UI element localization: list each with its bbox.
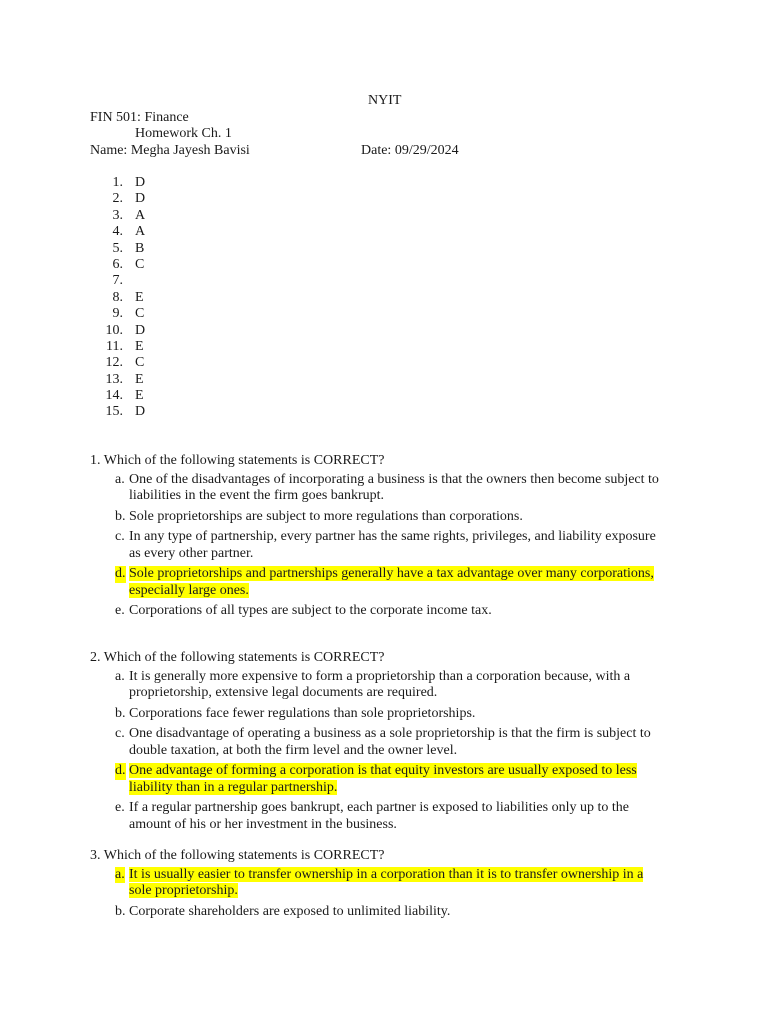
option-letter: d. — [115, 566, 126, 581]
answer-number: 11. — [106, 338, 123, 354]
option-letter: d. — [115, 763, 126, 778]
question-option — [90, 904, 659, 921]
student-name: Name: Megha Jayesh Bavisi — [90, 143, 250, 158]
answer-number: 12. — [105, 355, 123, 371]
answer-value: E — [135, 371, 144, 387]
question-option — [90, 603, 659, 620]
option-letter: e. — [115, 800, 125, 815]
answer-key-item — [100, 224, 160, 240]
answer-number: 4. — [112, 224, 123, 240]
answer-number: 1. — [112, 175, 123, 190]
option-text: Corporations face fewer regulations than sole proprietorships. — [129, 705, 476, 721]
option-text: Sole proprietorships and partnerships generally have a tax advantage over many corporations, especially large ones. — [129, 566, 654, 598]
answer-number: 13. — [105, 371, 123, 387]
question-2 — [90, 650, 670, 837]
question-option — [90, 472, 659, 505]
question-1 — [90, 453, 670, 624]
answer-number: 2. — [112, 191, 123, 207]
option-text: One of the disadvantages of incorporating a business is that the owners then become subject to liabilities in the event the firm goes bankrupt. — [129, 471, 659, 503]
answer-key-item — [100, 257, 160, 273]
school-name: NYIT — [368, 93, 402, 108]
answer-key-item — [100, 191, 160, 207]
answer-key-item — [100, 306, 160, 322]
answer-number: 10. — [105, 322, 123, 338]
option-letter: a. — [115, 471, 125, 487]
answer-value: C — [135, 256, 145, 272]
answer-key-item — [100, 323, 160, 339]
question-option — [90, 706, 659, 723]
submission-date: Date: 09/29/2024 — [361, 143, 459, 158]
answer-number: 5. — [112, 240, 123, 256]
answer-key-item — [100, 208, 160, 224]
homework-title: Homework Ch. 1 — [135, 126, 232, 141]
question-option — [90, 726, 659, 759]
option-text: In any type of partnership, every partner has the same rights, privileges, and liability exposure as every other partner. — [129, 529, 656, 561]
question-3 — [90, 848, 670, 924]
option-letter: e. — [115, 603, 125, 618]
answer-value: A — [135, 207, 146, 223]
option-letter: b. — [115, 903, 126, 919]
option-letter: b. — [115, 508, 126, 524]
question-text: 3. Which of the following statements is CORRECT? — [90, 848, 385, 863]
question-option — [90, 529, 659, 562]
option-text: It is generally more expensive to form a proprietorship than a corporation because, with a proprietorship, extensive legal documents are required. — [129, 668, 631, 700]
option-letter: b. — [115, 705, 126, 721]
option-text: Sole proprietorships are subject to more regulations than corporations. — [129, 508, 523, 524]
answer-value: E — [135, 388, 144, 404]
answer-value: D — [135, 175, 146, 190]
option-text: Corporate shareholders are exposed to unlimited liability. — [129, 903, 451, 919]
answer-value: D — [135, 404, 146, 420]
answer-number: 3. — [112, 207, 123, 223]
answer-value: E — [135, 338, 144, 354]
answer-value: B — [135, 240, 145, 256]
option-letter: c. — [115, 529, 125, 544]
question-option — [90, 800, 659, 833]
answer-key-item — [100, 372, 160, 388]
answer-number: 6. — [112, 256, 123, 272]
answer-value: C — [135, 355, 145, 371]
answer-value: A — [135, 224, 146, 240]
question-option — [90, 509, 659, 526]
question-option-highlighted — [90, 763, 659, 796]
question-option-highlighted — [90, 867, 659, 900]
question-option — [90, 669, 659, 702]
answer-key-item — [100, 273, 160, 289]
answer-value: C — [135, 306, 145, 322]
option-text: One advantage of forming a corporation is that equity investors are usually exposed to less liability than in a regular partnership. — [129, 763, 637, 795]
answer-number: 7. — [112, 273, 123, 289]
option-letter: a. — [115, 668, 125, 684]
option-text: One disadvantage of operating a business as a sole proprietorship is that the firm is subject to double taxation, at both the firm level and the owner level. — [129, 726, 651, 758]
answer-key-item — [100, 290, 160, 306]
answer-key-item — [100, 388, 160, 404]
answer-key-item — [100, 339, 160, 355]
option-text: Corporations of all types are subject to the corporate income tax. — [129, 603, 492, 618]
question-text: 1. Which of the following statements is CORRECT? — [90, 453, 385, 468]
question-option-highlighted — [90, 566, 659, 599]
answer-key-item — [100, 241, 160, 257]
answer-value: E — [135, 289, 144, 305]
answer-key-item — [100, 355, 160, 371]
question-text: 2. Which of the following statements is CORRECT? — [90, 650, 385, 665]
option-letter: a. — [115, 866, 125, 882]
answer-number: 9. — [112, 306, 123, 322]
answer-number: 15. — [105, 404, 123, 420]
course-title: FIN 501: Finance — [90, 110, 189, 125]
answer-key-item — [100, 175, 160, 191]
answer-value: D — [135, 322, 146, 338]
answer-key-item — [100, 404, 160, 420]
option-text: It is usually easier to transfer ownership in a corporation than it is to transfer ownership in a sole proprietorship. — [129, 866, 644, 898]
answer-number: 8. — [112, 289, 123, 305]
answer-value: D — [135, 191, 146, 207]
answer-key-list — [100, 175, 160, 421]
answer-number: 14. — [105, 388, 123, 404]
option-letter: c. — [115, 726, 125, 741]
option-text: If a regular partnership goes bankrupt, each partner is exposed to liabilities only up to the amount of his or her investment in the business. — [129, 800, 629, 832]
